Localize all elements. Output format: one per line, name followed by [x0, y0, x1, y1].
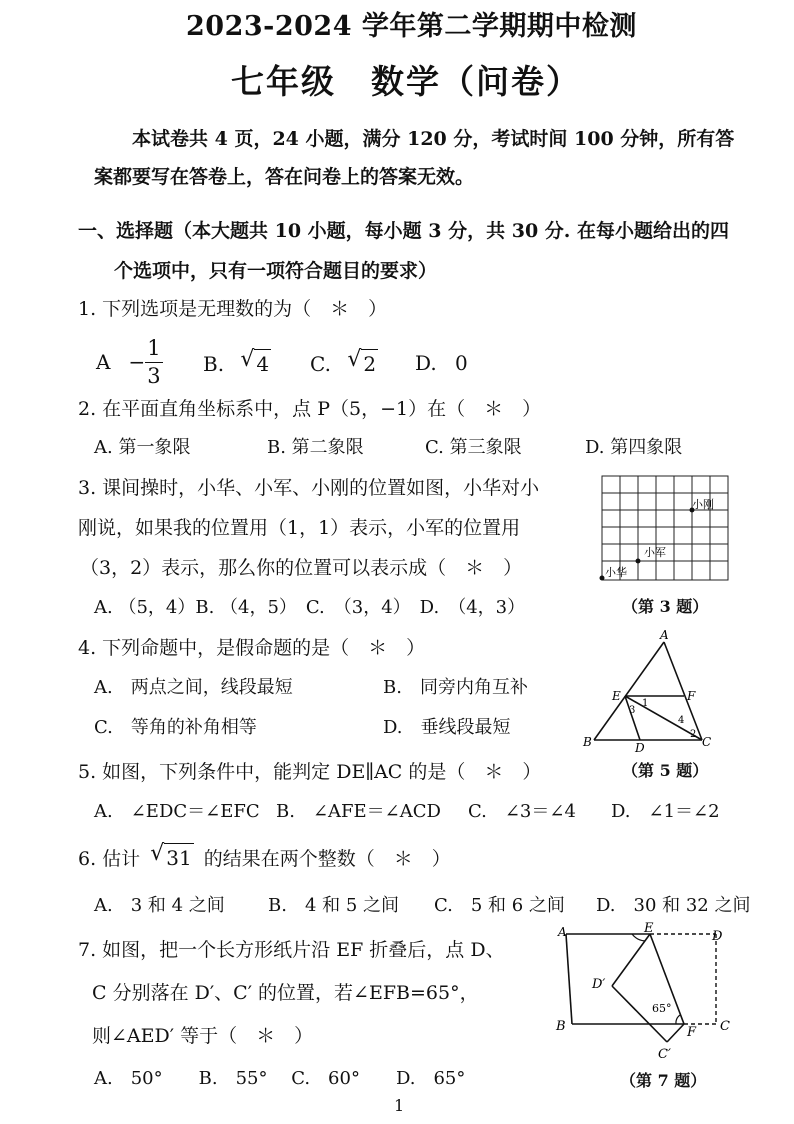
q6-sqrt	[150, 843, 193, 870]
q7-label-D: D	[712, 929, 723, 944]
q1-c-sqrt	[347, 349, 378, 376]
exam-subtitle: 七年级 数学（问卷）	[231, 62, 581, 101]
q5-stem: 5. 如图，下列条件中，能判定 DE∥AC 的是（ ＊ ）	[78, 761, 542, 783]
q7-line-2: C 分别落在 D′、C′ 的位置，若∠EFB=65°，	[92, 982, 479, 1004]
q1-b-label: B.	[203, 352, 225, 376]
q5-label-C: C	[702, 735, 712, 749]
q1-option-c	[310, 349, 378, 376]
q3-caption: （第 3 题）	[622, 597, 709, 616]
radical-icon: √	[150, 841, 165, 866]
q2-option-d: D. 第四象限	[585, 437, 683, 458]
q5-angle-3: 3	[629, 705, 636, 716]
intro-line-1: 本试卷共 4 页，24 小题，满分 120 分，考试时间 100 分钟，所有答	[132, 128, 735, 150]
q6-option-a: A. 3 和 4 之间	[94, 895, 225, 916]
q1-d-label: D.	[415, 351, 437, 375]
q7-caption: （第 7 题）	[620, 1071, 707, 1090]
q7-label-F: F	[687, 1025, 697, 1040]
q5-label-A: A	[660, 628, 669, 642]
q6-stem-suffix: 的结果在两个整数（ ＊ ）	[203, 848, 451, 870]
q1-c-label: C.	[310, 352, 331, 376]
q1-option-b	[203, 349, 271, 376]
q7-label-Dprime: D′	[592, 977, 606, 992]
q6-option-b: B. 4 和 5 之间	[268, 895, 400, 916]
q1-option-d	[415, 351, 468, 375]
q3-options: A. （5，4）B. （4，5） C. （3，4） D. （4，3）	[94, 597, 526, 618]
q5-angle-4: 4	[678, 715, 685, 726]
q7-label-E: E	[644, 921, 654, 936]
page-number: 1	[394, 1096, 405, 1115]
q2-option-b: B. 第二象限	[267, 437, 364, 458]
q4-option-b: B. 同旁内角互补	[383, 677, 528, 698]
xiaojun-point	[636, 559, 641, 564]
q7-label-Cprime: C′	[658, 1047, 671, 1062]
radical-icon: √	[347, 347, 362, 372]
q1-a-sign: −	[128, 350, 146, 374]
q3-line-3: （3，2）表示，那么你的位置可以表示成（ ＊ ）	[80, 557, 523, 579]
q5-label-B: B	[583, 735, 592, 749]
q5-angle-1: 1	[642, 698, 649, 709]
q7-line-3: 则∠AED′ 等于（ ＊ ）	[92, 1025, 314, 1047]
q1-b-radicand: 4	[254, 349, 271, 376]
radical-icon: √	[240, 347, 255, 372]
intro-line-2: 案都要写在答卷上，答在问卷上的答案无效。	[94, 166, 475, 188]
q4-option-a: A. 两点之间，线段最短	[94, 677, 293, 698]
section-heading-line-2: 个选项中，只有一项符合题目的要求）	[114, 260, 438, 282]
q3-line-2: 刚说，如果我的位置用（1，1）表示，小军的位置用	[78, 517, 521, 539]
exam-title: 2023-2024 学年第二学期期中检测	[186, 11, 637, 42]
q1-a-denominator: 3	[147, 363, 161, 388]
q4-option-d: D. 垂线段最短	[383, 717, 511, 738]
q1-b-sqrt	[240, 349, 271, 376]
q3-line-1: 3. 课间操时，小华、小军、小刚的位置如图，小华对小	[78, 477, 540, 499]
q5-option-a: A. ∠EDC＝∠EFC	[94, 801, 260, 822]
q5-option-d: D. ∠1＝∠2	[611, 801, 720, 822]
q4-stem: 4. 下列命题中，是假命题的是（ ＊ ）	[78, 637, 426, 659]
q5-option-b: B. ∠AFE＝∠ACD	[276, 801, 441, 822]
q6-option-c: C. 5 和 6 之间	[434, 895, 565, 916]
q1-option-a	[96, 334, 163, 390]
q5-label-F: F	[687, 689, 696, 703]
q2-stem: 2. 在平面直角坐标系中，点 P（5，−1）在（ ＊ ）	[78, 398, 542, 420]
q5-label-E: E	[612, 689, 621, 703]
q6-stem	[78, 843, 451, 871]
q7-label-C: C	[720, 1019, 730, 1034]
xiaohua-point	[600, 576, 605, 581]
xiaohua-label: 小华	[605, 566, 627, 579]
q5-option-c: C. ∠3＝∠4	[468, 801, 576, 822]
q1-stem: 1. 下列选项是无理数的为（ ＊ ）	[78, 298, 388, 320]
q4-option-c: C. 等角的补角相等	[94, 717, 257, 738]
q1-a-fraction	[145, 335, 162, 388]
q3-grid-figure	[594, 470, 740, 588]
q7-label-A: A	[558, 925, 567, 939]
q6-radicand: 31	[164, 843, 193, 870]
section-heading-line-1: 一、选择题（本大题共 10 小题，每小题 3 分，共 30 分. 在每小题给出的四	[78, 220, 730, 242]
q2-option-a: A. 第一象限	[94, 437, 191, 458]
q6-option-d: D. 30 和 32 之间	[596, 895, 751, 916]
xiaojun-label: 小军	[644, 546, 666, 559]
q7-options: A. 50° B. 55° C. 60° D. 65°	[94, 1068, 466, 1089]
q1-a-numerator: 1	[145, 338, 162, 363]
q5-angle-2: 2	[690, 729, 697, 740]
q1-a-label: A	[96, 350, 111, 374]
q7-line-1: 7. 如图，把一个长方形纸片沿 EF 折叠后，点 D、	[78, 939, 505, 961]
q2-option-c: C. 第三象限	[425, 437, 522, 458]
q7-angle-65: 65°	[652, 1002, 672, 1015]
q1-d-value: 0	[455, 351, 468, 375]
xiaogang-label: 小刚	[692, 498, 714, 511]
q5-caption: （第 5 题）	[622, 761, 709, 780]
q5-label-D: D	[635, 741, 645, 755]
q7-label-B: B	[556, 1019, 566, 1034]
q1-c-radicand: 2	[361, 349, 378, 376]
q5-triangle-figure	[580, 628, 710, 754]
q7-angle-arc-EFB	[676, 1015, 680, 1024]
q6-stem-prefix: 6. 估计	[78, 848, 141, 870]
q7-fold-figure	[552, 922, 748, 1066]
